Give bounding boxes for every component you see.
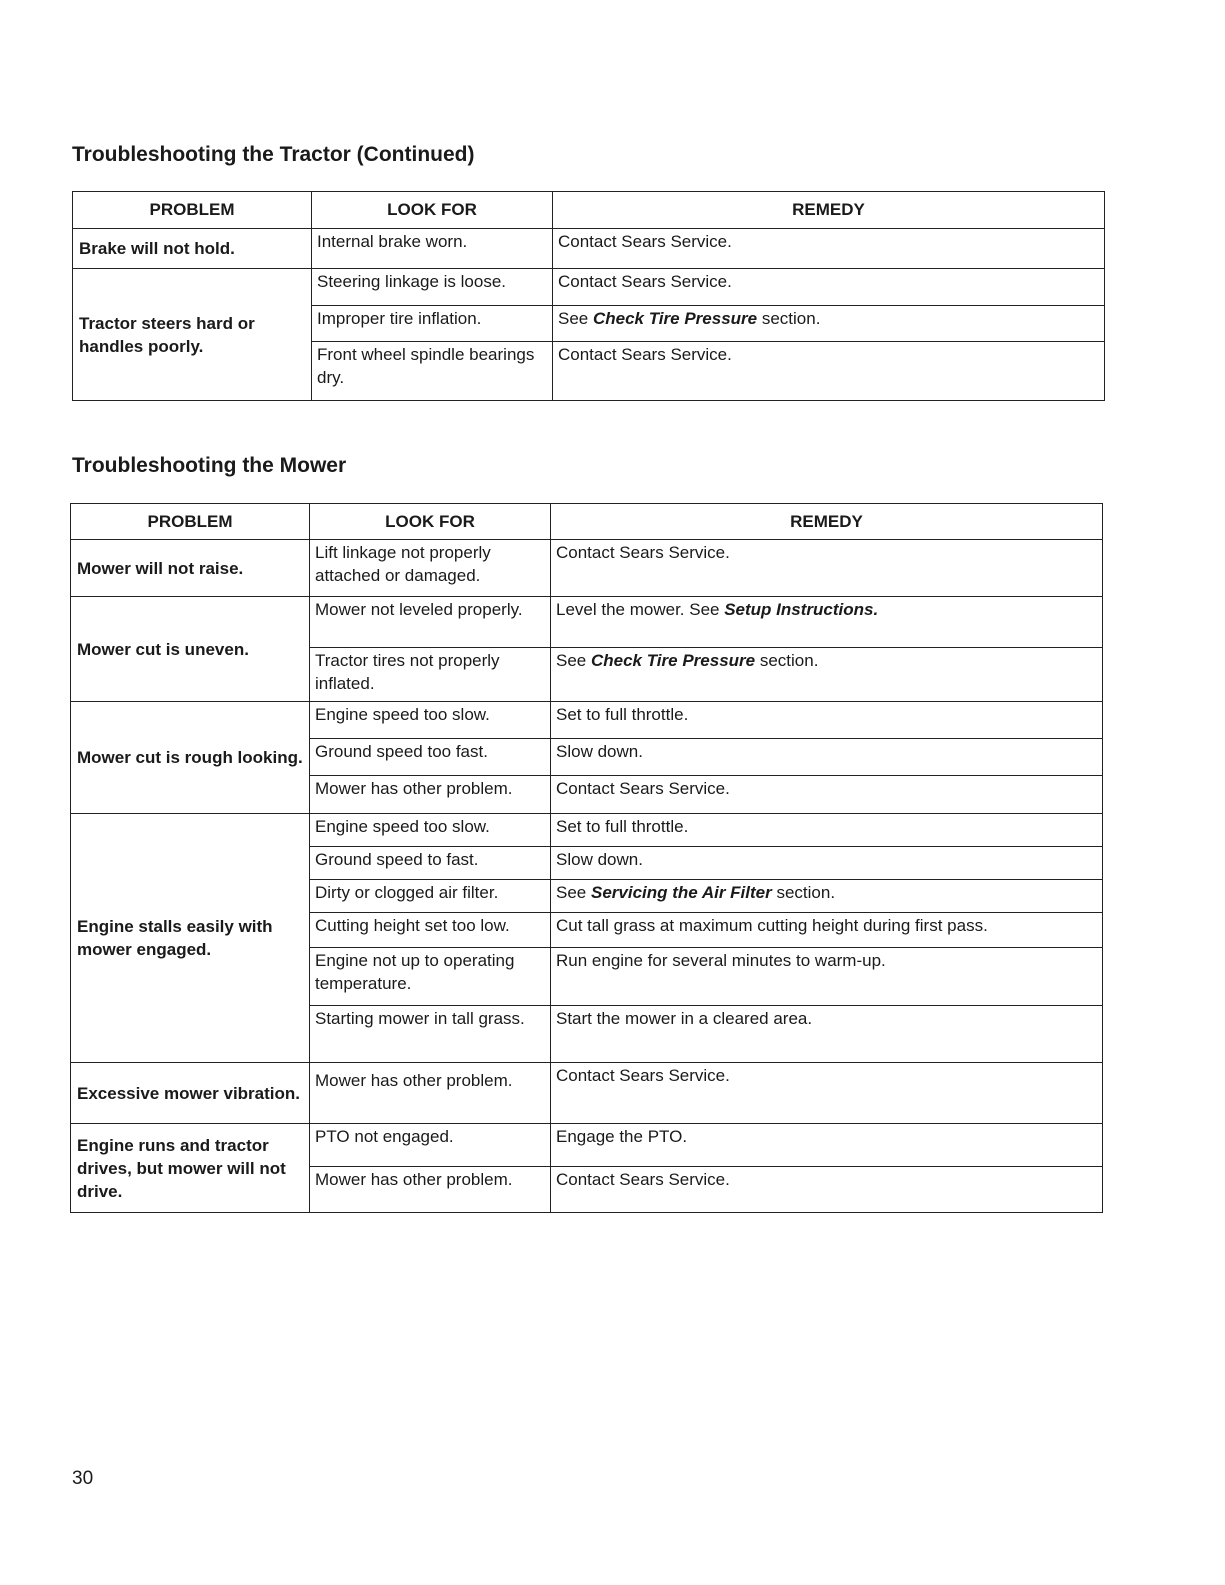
look-for-cell: Starting mower in tall grass. (310, 1006, 551, 1063)
remedy-cell: Contact Sears Service. (551, 540, 1103, 597)
remedy-cell: Set to full throttle. (551, 814, 1103, 847)
remedy-cell: Contact Sears Service. (553, 269, 1105, 306)
look-for-cell: Engine speed too slow. (310, 814, 551, 847)
problem-cell: Engine runs and tractor drives, but mower will not drive. (71, 1124, 310, 1213)
look-for-cell: Mower not leveled properly. (310, 597, 551, 648)
look-for-cell: Mower has other problem. (310, 1167, 551, 1213)
problem-cell: Engine stalls easily with mower engaged. (71, 814, 310, 1063)
look-for-cell: Dirty or clogged air filter. (310, 880, 551, 913)
remedy-cell: Start the mower in a cleared area. (551, 1006, 1103, 1063)
section-reference: Servicing the Air Filter (590, 883, 772, 902)
table-row (73, 229, 1105, 269)
section-reference: Check Tire Pressure (590, 651, 756, 670)
look-for-cell: Mower has other problem. (310, 1063, 551, 1124)
remedy-cell: Run engine for several minutes to warm-up. (551, 948, 1103, 1006)
remedy-cell: Cut tall grass at maximum cutting height during first pass. (551, 913, 1103, 948)
tractor-section-title: Troubleshooting the Tractor (Continued) (72, 143, 475, 166)
problem-cell: Mower will not raise. (71, 540, 310, 597)
remedy-cell: Engage the PTO. (551, 1124, 1103, 1167)
look-for-cell: Internal brake worn. (312, 229, 553, 269)
table-row (71, 540, 1103, 597)
remedy-cell: Level the mower. See Setup Instructions. (551, 597, 1103, 648)
tractor-troubleshooting-table (72, 191, 1105, 401)
header-problem: PROBLEM (71, 504, 310, 540)
header-look-for: LOOK FOR (310, 504, 551, 540)
header-remedy: REMEDY (551, 504, 1103, 540)
remedy-cell: Contact Sears Service. (551, 1167, 1103, 1213)
look-for-cell: Ground speed to fast. (310, 847, 551, 880)
remedy-cell: Contact Sears Service. (551, 776, 1103, 814)
page-number: 30 (72, 1468, 94, 1489)
remedy-cell: See Check Tire Pressure section. (553, 306, 1105, 342)
header-remedy: REMEDY (553, 192, 1105, 229)
look-for-cell: Cutting height set too low. (310, 913, 551, 948)
look-for-cell: Ground speed too fast. (310, 739, 551, 776)
look-for-cell: Tractor tires not properly inflated. (310, 648, 551, 702)
look-for-cell: Engine not up to operating temperature. (310, 948, 551, 1006)
problem-cell: Mower cut is rough looking. (71, 702, 310, 814)
mower-troubleshooting-table (70, 503, 1103, 1213)
look-for-cell: Front wheel spindle bearings dry. (312, 342, 553, 401)
table-row (71, 1124, 1103, 1167)
look-for-cell: Improper tire inflation. (312, 306, 553, 342)
mower-section-title: Troubleshooting the Mower (72, 454, 347, 477)
problem-cell: Brake will not hold. (73, 229, 312, 269)
header-problem: PROBLEM (73, 192, 312, 229)
table-row (71, 1063, 1103, 1124)
remedy-cell: Contact Sears Service. (553, 229, 1105, 269)
problem-cell: Mower cut is uneven. (71, 597, 310, 702)
remedy-cell: Contact Sears Service. (553, 342, 1105, 401)
remedy-cell: Slow down. (551, 739, 1103, 776)
table-header-row (73, 192, 1105, 229)
table-header-row (71, 504, 1103, 540)
section-reference: Setup Instructions. (724, 600, 879, 619)
look-for-cell: Lift linkage not properly attached or damaged. (310, 540, 551, 597)
problem-cell: Tractor steers hard or handles poorly. (73, 269, 312, 401)
table-row (73, 269, 1105, 306)
look-for-cell: Mower has other problem. (310, 776, 551, 814)
remedy-cell: See Check Tire Pressure section. (551, 648, 1103, 702)
look-for-cell: PTO not engaged. (310, 1124, 551, 1167)
remedy-cell: Slow down. (551, 847, 1103, 880)
section-reference: Check Tire Pressure (592, 309, 758, 328)
remedy-cell: Contact Sears Service. (551, 1063, 1103, 1124)
table-row (71, 597, 1103, 648)
remedy-cell: See Servicing the Air Filter section. (551, 880, 1103, 913)
table-row (71, 702, 1103, 739)
look-for-cell: Steering linkage is loose. (312, 269, 553, 306)
header-look-for: LOOK FOR (312, 192, 553, 229)
look-for-cell: Engine speed too slow. (310, 702, 551, 739)
table-row (71, 814, 1103, 847)
remedy-cell: Set to full throttle. (551, 702, 1103, 739)
problem-cell: Excessive mower vibration. (71, 1063, 310, 1124)
